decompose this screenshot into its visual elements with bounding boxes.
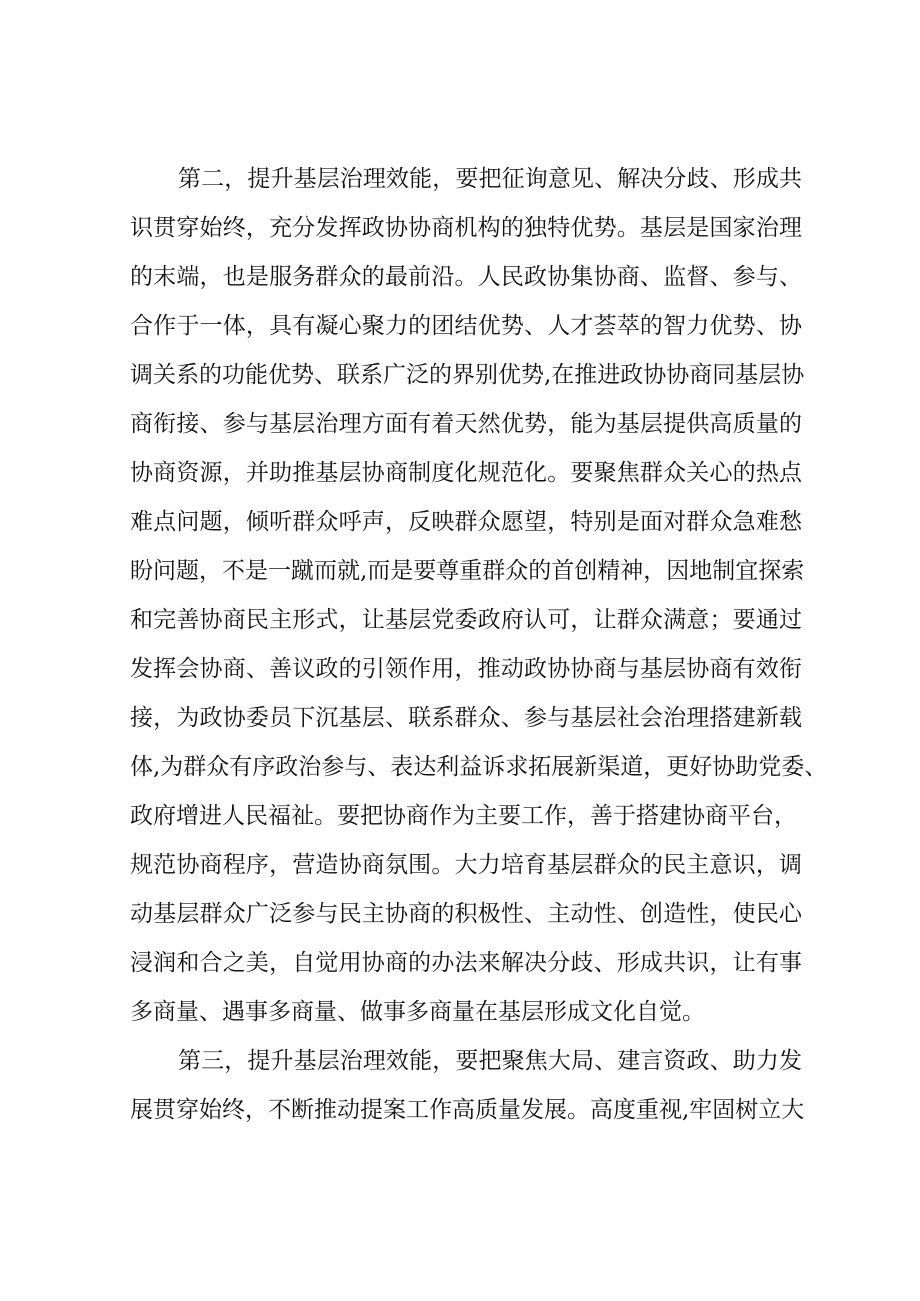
paragraph-line: 体,为群众有序政治参与、表达利益诉求拓展新渠道，更好协助党委、 xyxy=(130,754,828,780)
paragraph-line: 难点问题，倾听群众呼声，反映群众愿望，特别是面对群众急难愁 xyxy=(130,509,802,535)
paragraph-line: 政府增进人民福祉。要把协商作为主要工作，善于搭建协商平台， xyxy=(130,803,797,829)
paragraph-line: 的末端，也是服务群众的最前沿。人民政协集协商、监督、参与、 xyxy=(130,264,802,290)
paragraph-line: 第二，提升基层治理效能，要把征询意见、解决分歧、形成共 xyxy=(178,166,802,192)
paragraph-line: 接，为政协委员下沉基层、联系群众、参与基层社会治理搭建新载 xyxy=(130,705,802,731)
paragraph-line: 展贯穿始终，不断推动提案工作高质量发展。高度重视,牢固树立大 xyxy=(130,1097,805,1123)
paragraph-line: 调关系的功能优势、联系广泛的界别优势,在推进政协协商同基层协 xyxy=(130,362,805,388)
paragraph-line: 第三，提升基层治理效能，要把聚焦大局、建言资政、助力发 xyxy=(178,1048,802,1074)
paragraph-line: 动基层群众广泛参与民主协商的积极性、主动性、创造性，使民心 xyxy=(130,901,802,927)
paragraph-line: 多商量、遇事多商量、做事多商量在基层形成文化自觉。 xyxy=(130,999,705,1025)
paragraph-line: 和完善协商民主形式，让基层党委政府认可，让群众满意；要通过 xyxy=(130,607,802,633)
paragraph-line: 浸润和合之美，自觉用协商的办法来解决分歧、形成共识，让有事 xyxy=(130,950,802,976)
paragraph-line: 识贯穿始终，充分发挥政协协商机构的独特优势。基层是国家治理 xyxy=(130,215,802,241)
paragraph-line: 规范协商程序，营造协商氛围。大力培育基层群众的民主意识，调 xyxy=(130,852,802,878)
paragraph-line: 发挥会协商、善议政的引领作用，推动政协协商与基层协商有效衔 xyxy=(130,656,802,682)
paragraph-line: 商衔接、参与基层治理方面有着天然优势，能为基层提供高质量的 xyxy=(130,411,802,437)
paragraph-line: 合作于一体，具有凝心聚力的团结优势、人才荟萃的智力优势、协 xyxy=(130,313,802,339)
paragraph-line: 协商资源，并助推基层协商制度化规范化。要聚焦群众关心的热点 xyxy=(130,460,802,486)
paragraph-line: 盼问题，不是一蹴而就,而是要尊重群众的首创精神，因地制宜探索 xyxy=(130,558,805,584)
